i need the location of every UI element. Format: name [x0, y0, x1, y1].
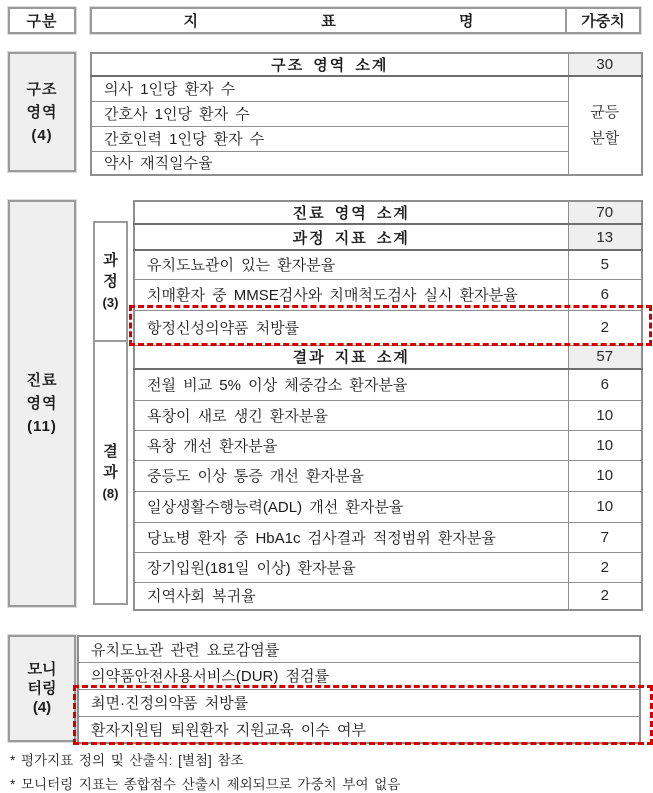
monitoring-category-line: 터링	[27, 680, 57, 697]
process-subtotal-weight: 13	[568, 224, 642, 250]
structure-category-line: 구조	[26, 80, 58, 98]
monitoring-section	[8, 635, 648, 744]
indicator-name: 최면·진정의약품 처방률	[78, 689, 640, 716]
outcome-subtotal-row	[134, 345, 642, 369]
indicator-name: 일상생활수행능력(ADL) 개선 환자분율	[134, 491, 568, 522]
indicator-name: 유치도뇨관 관련 요로감염률	[78, 636, 640, 662]
indicator-name: 유치도뇨관이 있는 환자분율	[134, 250, 568, 279]
outcome-group-line: 과	[103, 464, 118, 481]
process-group-cell	[93, 221, 128, 342]
outcome-subtotal-label: 결과 지표 소계	[134, 345, 568, 369]
indicator-name: 중등도 이상 통증 개선 환자분율	[134, 460, 568, 491]
indicator-name: 욕창이 새로 생긴 환자분율	[134, 400, 568, 430]
care-category-line: 영역	[26, 395, 58, 412]
outcome-group-count: (8)	[102, 486, 119, 501]
care-category-cell	[8, 200, 76, 607]
indicator-name: 치매환자 중 MMSE검사와 치매척도검사 실시 환자분율	[134, 279, 568, 310]
header-indicator-name-cell	[92, 9, 565, 32]
structure-merged-weight-cell	[568, 76, 642, 175]
structure-category-cell	[8, 52, 76, 172]
indicator-name: 당뇨병 환자 중 HbA1c 검사결과 적정범위 환자분율	[134, 522, 568, 552]
table-row	[134, 430, 642, 460]
care-category-line: (11)	[27, 418, 57, 435]
indicator-name: 환자지원팀 퇴원환자 지원교육 이수 여부	[78, 716, 640, 743]
process-group-line: 과	[103, 252, 118, 269]
indicator-name: 전월 비교 5% 이상 체중감소 환자분율	[134, 369, 568, 400]
indicator-weight: 2	[568, 310, 642, 345]
table-row-highlighted	[78, 716, 640, 743]
table-row	[91, 101, 642, 126]
table-row	[134, 400, 642, 430]
care-section	[8, 200, 648, 611]
indicator-weight: 10	[568, 430, 642, 460]
indicator-name: 의약품안전사용서비스(DUR) 점검률	[78, 662, 640, 689]
care-table	[133, 200, 643, 611]
process-group-line: 정	[103, 273, 118, 290]
monitoring-category-line: (4)	[32, 699, 52, 716]
indicator-weight: 2	[568, 552, 642, 582]
header-main-cell	[90, 7, 641, 34]
header-name-char-2: 표	[321, 13, 336, 30]
structure-table	[90, 52, 643, 176]
outcome-group-line: 결	[103, 443, 118, 460]
indicator-weight: 6	[568, 369, 642, 400]
subgroup-spacer	[93, 200, 128, 221]
care-subtotal-label: 진료 영역 소계	[134, 201, 568, 224]
structure-subtotal-row	[91, 53, 642, 76]
indicator-name: 욕창 개선 환자분율	[134, 430, 568, 460]
process-subtotal-label: 과정 지표 소계	[134, 224, 568, 250]
indicator-name: 간호사 1인당 환자 수	[91, 101, 568, 126]
care-subtotal-weight: 70	[568, 201, 642, 224]
monitoring-category-line: 모니	[27, 661, 57, 678]
indicator-name: 지역사회 복귀율	[134, 582, 568, 610]
table-row	[134, 369, 642, 400]
table-row	[134, 279, 642, 310]
structure-category-line: (4)	[31, 126, 53, 144]
indicator-name: 장기입원(181일 이상) 환자분율	[134, 552, 568, 582]
table-row	[78, 662, 640, 689]
indicator-weight: 7	[568, 522, 642, 552]
header-category-cell: 구분	[8, 7, 76, 34]
structure-subtotal-label: 구조 영역 소계	[91, 53, 568, 76]
monitoring-category-cell	[8, 635, 76, 742]
indicator-name: 약사 재직일수율	[91, 151, 568, 175]
outcome-subtotal-weight: 57	[568, 345, 642, 369]
indicator-name: 간호인력 1인당 환자 수	[91, 126, 568, 151]
table-header-row	[8, 7, 648, 34]
table-row	[91, 151, 642, 175]
structure-subtotal-weight: 30	[568, 53, 642, 76]
indicator-weight: 2	[568, 582, 642, 610]
table-row	[91, 126, 642, 151]
footnote-monitoring: * 모니터링 지표는 종합점수 산출시 제외되므로 가중치 부여 없음	[10, 777, 401, 792]
merged-weight-line: 분할	[590, 129, 620, 147]
table-row	[134, 552, 642, 582]
indicator-weight: 6	[568, 279, 642, 310]
header-weight-cell: 가중치	[565, 9, 639, 32]
care-category-line: 진료	[26, 372, 58, 389]
outcome-group-cell	[93, 340, 128, 605]
process-subtotal-row	[134, 224, 642, 250]
indicator-name: 의사 1인당 환자 수	[91, 76, 568, 101]
process-group-count: (3)	[102, 295, 119, 310]
header-name-char-1: 지	[183, 13, 198, 30]
table-row	[78, 636, 640, 662]
indicator-weight: 5	[568, 250, 642, 279]
indicator-name: 항정신성의약품 처방률	[134, 310, 568, 345]
indicator-weight: 10	[568, 491, 642, 522]
table-row	[134, 522, 642, 552]
table-row	[134, 491, 642, 522]
monitoring-table	[77, 635, 641, 744]
care-subgroup-column	[93, 200, 128, 611]
header-indicator-name-chars	[184, 10, 474, 31]
table-row	[91, 76, 642, 101]
header-name-char-3: 명	[459, 13, 474, 30]
table-row-highlighted	[134, 310, 642, 345]
table-row	[134, 582, 642, 610]
evaluation-indicator-weight-table	[0, 7, 648, 791]
indicator-weight: 10	[568, 400, 642, 430]
care-subtotal-row	[134, 201, 642, 224]
indicator-weight: 10	[568, 460, 642, 491]
structure-category-line: 영역	[26, 103, 58, 121]
table-row	[134, 250, 642, 279]
structure-section	[8, 52, 648, 176]
merged-weight-line: 균등	[590, 103, 620, 121]
footnotes	[10, 753, 648, 793]
table-row-highlighted	[78, 689, 640, 716]
table-row	[134, 460, 642, 491]
footnote-definition: * 평가지표 정의 및 산출식: [별첨] 참조	[10, 753, 244, 768]
